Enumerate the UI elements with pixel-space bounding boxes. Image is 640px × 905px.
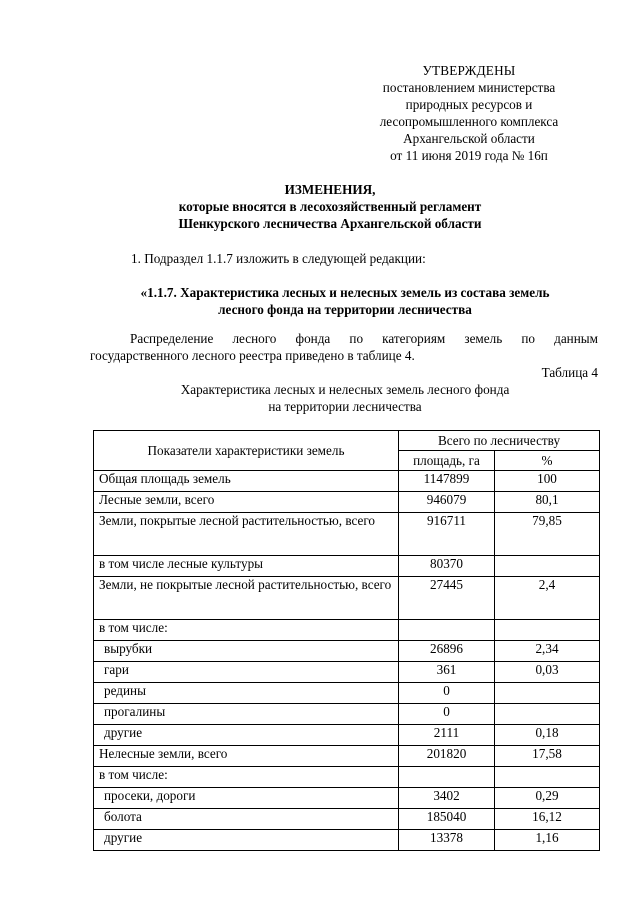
table-row [94, 641, 600, 662]
approval-line: от 11 июня 2019 года № 16п [390, 148, 548, 163]
table-row [94, 704, 600, 725]
row-label: прогалины [94, 704, 399, 725]
row-percent [495, 683, 600, 704]
row-percent: 79,85 [495, 513, 600, 556]
row-area: 361 [399, 662, 495, 683]
row-label: Земли, не покрытые лесной растительностью, всего [94, 577, 399, 620]
table-row [94, 725, 600, 746]
approval-line: Архангельской области [403, 131, 535, 146]
row-percent: 17,58 [495, 746, 600, 767]
list-item-1: 1. Подраздел 1.1.7 изложить в следующей редакции: [131, 251, 426, 266]
row-area: 80370 [399, 556, 495, 577]
header-area: площадь, га [399, 451, 495, 471]
table-row [94, 788, 600, 809]
table-row [94, 492, 600, 513]
approval-line: постановлением министерства [382, 80, 556, 95]
row-label: просеки, дороги [94, 788, 399, 809]
row-area: 2111 [399, 725, 495, 746]
table-row [94, 513, 600, 556]
row-area: 916711 [399, 513, 495, 556]
table-row [94, 620, 600, 641]
table-row [94, 767, 600, 788]
paragraph-text: государственного лесного реестра приведено в таблице 4. [90, 348, 415, 363]
row-label: в том числе: [94, 620, 399, 641]
row-label: Лесные земли, всего [94, 492, 399, 513]
row-percent: 100 [495, 471, 600, 492]
row-label: гари [94, 662, 399, 683]
document-title: ИЗМЕНЕНИЯ, [284, 182, 376, 197]
table-caption: на территории лесничества [268, 399, 422, 414]
row-label: Нелесные земли, всего [94, 746, 399, 767]
row-percent: 0,03 [495, 662, 600, 683]
row-area [399, 767, 495, 788]
header-percent: % [495, 451, 600, 471]
table-row [94, 809, 600, 830]
approval-line: природных ресурсов и [405, 97, 533, 112]
row-percent: 0,18 [495, 725, 600, 746]
table-row [94, 830, 600, 851]
row-area: 13378 [399, 830, 495, 851]
row-area: 26896 [399, 641, 495, 662]
table-caption: Характеристика лесных и нелесных земель лесного фонда [180, 382, 510, 397]
row-area: 0 [399, 704, 495, 725]
row-label: болота [94, 809, 399, 830]
row-label: Земли, покрытые лесной растительностью, всего [94, 513, 399, 556]
row-percent [495, 556, 600, 577]
row-percent: 2,34 [495, 641, 600, 662]
row-label: редины [94, 683, 399, 704]
table-number: Таблица 4 [541, 365, 598, 380]
table-row [94, 471, 600, 492]
row-percent: 2,4 [495, 577, 600, 620]
row-label: в том числе: [94, 767, 399, 788]
row-label: другие [94, 725, 399, 746]
row-percent [495, 704, 600, 725]
row-percent: 0,29 [495, 788, 600, 809]
row-label: вырубки [94, 641, 399, 662]
row-percent: 16,12 [495, 809, 600, 830]
row-label: другие [94, 830, 399, 851]
row-percent: 1,16 [495, 830, 600, 851]
table-row [94, 662, 600, 683]
paragraph-text: Распределение лесного фонда по категориям земель по данным [130, 331, 598, 346]
table-row [94, 683, 600, 704]
row-label: в том числе лесные культуры [94, 556, 399, 577]
land-characteristics-table [93, 430, 600, 851]
table-row [94, 556, 600, 577]
row-area: 201820 [399, 746, 495, 767]
row-area: 1147899 [399, 471, 495, 492]
table-row [94, 577, 600, 620]
approval-heading: УТВЕРЖДЕНЫ [422, 63, 516, 78]
row-area: 3402 [399, 788, 495, 809]
row-area: 185040 [399, 809, 495, 830]
approval-line: лесопромышленного комплекса [379, 114, 559, 129]
row-area: 946079 [399, 492, 495, 513]
section-heading: «1.1.7. Характеристика лесных и нелесных земель из состава земель [140, 285, 550, 300]
row-area: 27445 [399, 577, 495, 620]
document-subtitle: Шенкурского лесничества Архангельской области [178, 216, 482, 231]
table-header-row [94, 431, 600, 451]
header-total: Всего по лесничеству [399, 431, 600, 451]
row-percent: 80,1 [495, 492, 600, 513]
row-area [399, 620, 495, 641]
row-label: Общая площадь земель [94, 471, 399, 492]
header-indicator: Показатели характеристики земель [94, 431, 399, 471]
row-percent [495, 620, 600, 641]
document-subtitle: которые вносятся в лесохозяйственный регламент [178, 199, 482, 214]
table-row [94, 746, 600, 767]
row-percent [495, 767, 600, 788]
approval-block [358, 62, 580, 164]
section-heading: лесного фонда на территории лесничества [218, 302, 472, 317]
row-area: 0 [399, 683, 495, 704]
